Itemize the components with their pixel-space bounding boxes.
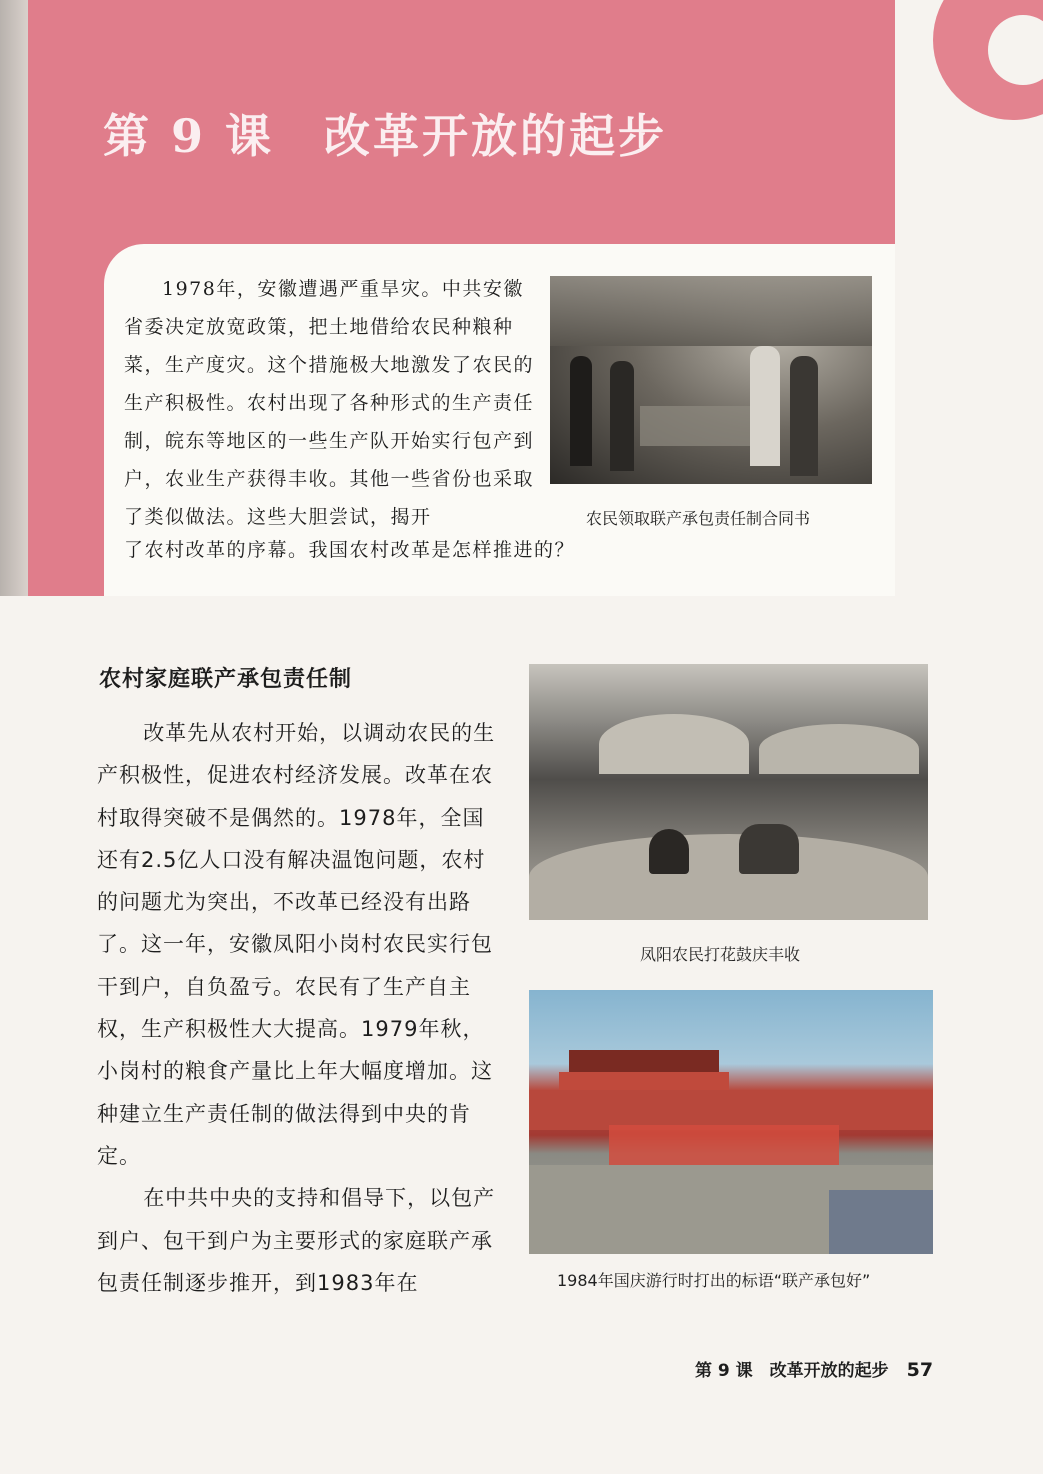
lesson-number: 第 9 课: [103, 109, 275, 163]
intro-paragraph: 1978年，安徽遭遇严重旱灾。中共安徽省委决定放宽政策，把土地借给农民种粮种菜，生产度灾。这个措施极大地激发了农民的生产积极性。农村出现了各种形式的生产责任制，皖东等地区的一些生产队开始实行包产到户，农业生产获得丰收。其他一些省份也采取了类似做法。这些大胆尝试，揭开: [124, 278, 535, 528]
section-heading: 农村家庭联产承包责任制: [99, 667, 353, 692]
parade-photo-caption: 1984年国庆游行时打出的标语“联产承包好”: [557, 1271, 871, 1290]
corner-decoration: [893, 0, 1043, 140]
footer-lesson-label: 第 9 课 改革开放的起步: [695, 1361, 889, 1381]
parade-photo: [529, 990, 933, 1254]
section-paragraph-2: 在中共中央的支持和倡导下，以包产到户、包干到户为主要形式的家庭联产承包责任制逐步推开，到1983年在: [97, 1186, 496, 1295]
drum-photo-caption: 凤阳农民打花鼓庆丰收: [640, 945, 801, 964]
page-footer: [695, 1356, 933, 1381]
page-number: 57: [906, 1359, 934, 1381]
lesson-name: 改革开放的起步: [324, 109, 668, 163]
intro-last-line: 了农村改革的序幕。我国农村改革是怎样推进的？: [124, 539, 576, 561]
contract-photo: [550, 276, 872, 484]
lesson-title: [103, 100, 667, 170]
section-paragraph-1: 改革先从农村开始，以调动农民的生产积极性，促进农村经济发展。改革在农村取得突破不是偶然的。1978年，全国还有2.5亿人口没有解决温饱问题，农村的问题尤为突出，不改革已经没有出路了。这一年，安徽凤阳小岗村农民实行包干到户，自负盈亏。农民有了生产自主权，生产积极性大大提高。1979年秋，小岗村的粮食产量比上年大幅度增加。这种建立生产责任制的做法得到中央的肯定。: [97, 721, 496, 1168]
page-edge-shadow: [0, 0, 28, 596]
contract-photo-caption: 农民领取联产承包责任制合同书: [586, 509, 811, 528]
intro-text: [124, 270, 534, 536]
drum-celebration-photo: [529, 664, 928, 920]
section-body: [97, 712, 505, 1304]
